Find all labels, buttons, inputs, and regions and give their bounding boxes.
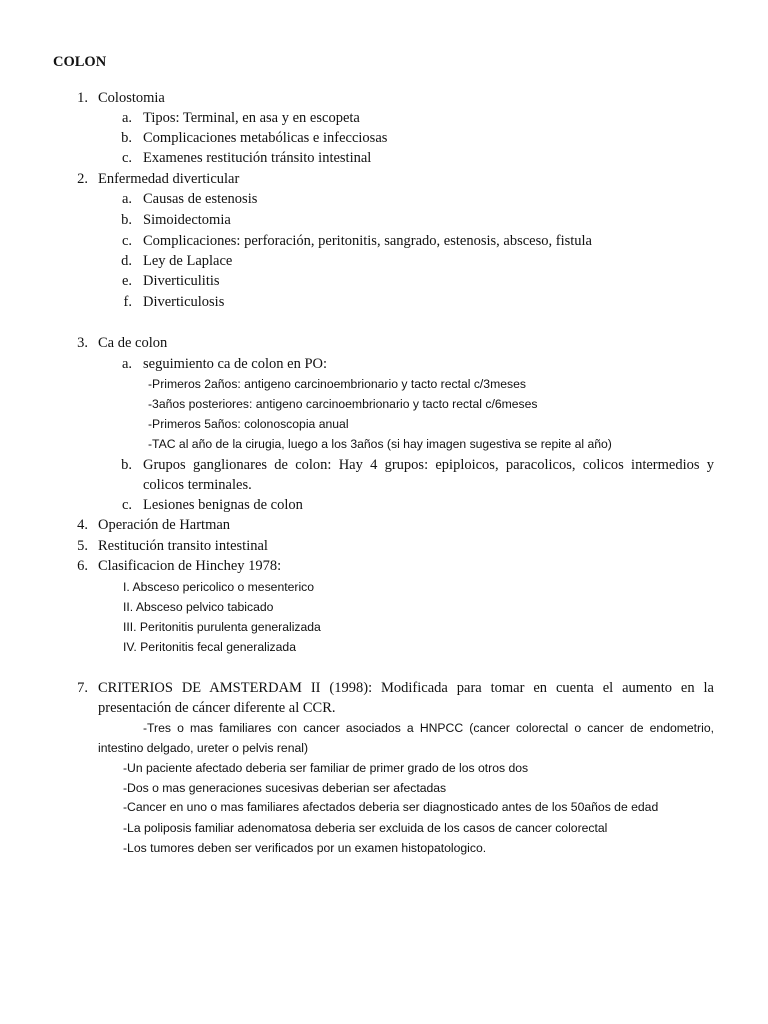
sub-letter: a. (121, 356, 132, 372)
item-number: 6. (77, 558, 88, 574)
sub-text-continued: colicos terminales. (143, 477, 252, 493)
item-label: Colostomia (98, 90, 165, 106)
criterion-line: -Dos o mas generaciones sucesivas deberian ser afectadas (123, 781, 447, 795)
sub-text: Diverticulitis (143, 273, 220, 289)
item-label: Enfermedad diverticular (98, 171, 240, 187)
sub-text: Causas de estenosis (143, 191, 258, 207)
sub-letter: c. (121, 150, 132, 166)
hinchey-stage: IV. Peritonitis fecal generalizada (123, 640, 296, 654)
item-number: 3. (77, 335, 88, 351)
criterion-line: -Tres o mas familiares con cancer asociados a HNPCC (cancer colorectal o cancer de endometrio, (143, 721, 714, 735)
sub-text: Diverticulosis (143, 294, 225, 310)
sub-text: Ley de Laplace (143, 253, 233, 269)
sub-letter: b. (121, 457, 132, 473)
hinchey-stage: I. Absceso pericolico o mesenterico (123, 580, 315, 594)
sub-text: Tipos: Terminal, en asa y en escopeta (143, 110, 360, 126)
sub-letter: a. (121, 191, 132, 207)
sub-text: Grupos ganglionares de colon: Hay 4 grupos: epiploicos, paracolicos, colicos intermedios y (143, 457, 714, 473)
item-number: 7. (77, 680, 88, 696)
item-number: 4. (77, 517, 88, 533)
page-title: COLON (53, 54, 107, 70)
sub-letter: f. (123, 294, 132, 310)
item-number: 1. (77, 90, 88, 106)
item-label: CRITERIOS DE AMSTERDAM II (1998): Modificada para tomar en cuenta el aumento en la (98, 680, 714, 696)
criterion-line: -Cancer en uno o mas familiares afectados deberia ser diagnosticado antes de los 50años de edad (123, 800, 659, 814)
followup-line: -3años posteriores: antigeno carcinoembrionario y tacto rectal c/6meses (148, 397, 538, 411)
item-label: Restitución transito intestinal (98, 538, 268, 554)
item-label-continued: presentación de cáncer diferente al CCR. (98, 700, 336, 716)
item-label: Clasificacion de Hinchey 1978: (98, 558, 282, 574)
sub-text: Lesiones benignas de colon (143, 497, 303, 513)
followup-line: -TAC al año de la cirugia, luego a los 3años (si hay imagen sugestiva se repite al año) (148, 437, 612, 451)
criterion-line: -La poliposis familiar adenomatosa deberia ser excluida de los casos de cancer colorectal (123, 821, 608, 835)
sub-text: Simoidectomia (143, 212, 231, 228)
followup-line: -Primeros 2años: antigeno carcinoembrionario y tacto rectal c/3meses (148, 377, 526, 391)
sub-text: Complicaciones metabólicas e infecciosas (143, 130, 388, 146)
hinchey-stage: II. Absceso pelvico tabicado (123, 600, 274, 614)
sub-letter: b. (121, 130, 132, 146)
item-label: Ca de colon (98, 335, 168, 351)
sub-letter: b. (121, 212, 132, 228)
hinchey-stage: III. Peritonitis purulenta generalizada (123, 620, 321, 634)
criterion-line: -Los tumores deben ser verificados por un examen histopatologico. (123, 841, 487, 855)
item-number: 2. (77, 171, 88, 187)
followup-line: -Primeros 5años: colonoscopia anual (148, 417, 349, 431)
item-number: 5. (77, 538, 88, 554)
sub-letter: a. (121, 110, 132, 126)
sub-text: Examenes restitución tránsito intestinal (143, 150, 372, 166)
criterion-line-continued: intestino delgado, ureter o pelvis renal) (98, 741, 309, 755)
sub-text: seguimiento ca de colon en PO: (143, 356, 328, 372)
sub-letter: c. (121, 497, 132, 513)
sub-letter: e. (121, 273, 132, 289)
sub-letter: d. (121, 253, 132, 269)
criterion-line: -Un paciente afectado deberia ser familiar de primer grado de los otros dos (123, 761, 529, 775)
sub-letter: c. (121, 233, 132, 249)
item-label: Operación de Hartman (98, 517, 231, 533)
sub-text: Complicaciones: perforación, peritonitis, sangrado, estenosis, absceso, fistula (143, 233, 592, 249)
